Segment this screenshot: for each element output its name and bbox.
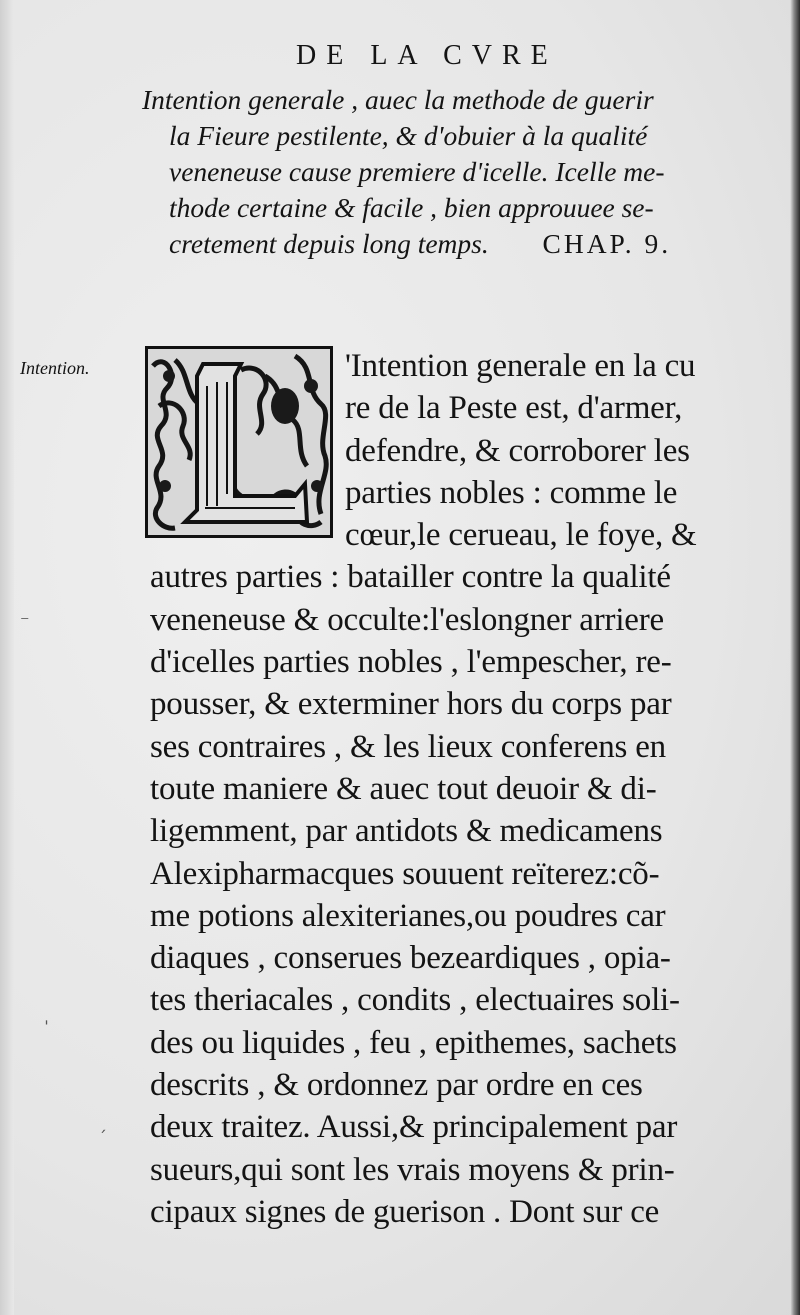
text-line: cœur,le cerueau, le foye, &	[345, 517, 697, 554]
running-head: DE LA CVRE	[296, 40, 558, 71]
text-line: pousser, & exterminer hors du corps par	[150, 686, 672, 723]
text-line: des ou liquides , feu , epithemes, sachets	[150, 1024, 677, 1061]
title-line-1: Intention generale , auec la methode de guerir	[142, 84, 654, 115]
text-line: descrits , & ordonnez par ordre en ces	[150, 1067, 643, 1104]
text-line: sueurs,qui sont les vrais moyens & prin-	[150, 1151, 675, 1188]
text-line: parties nobles : comme le	[345, 474, 678, 511]
text-line: veneneuse & occulte:l'eslongner arriere	[150, 601, 664, 638]
text-line: cipaux signes de guerison . Dont sur ce	[150, 1193, 660, 1230]
chapter-title	[142, 82, 772, 262]
text-line: ligemment, par antidots & medicamens	[150, 813, 663, 850]
ink-speck: ˈ	[44, 1018, 49, 1039]
text-line: re de la Peste est, d'armer,	[345, 390, 683, 427]
text-line: d'icelles parties nobles , l'empescher, re-	[150, 644, 672, 681]
page-gutter-shadow	[0, 0, 14, 1315]
text-line: tes theriacales , condits , electuaires soli-	[150, 982, 680, 1019]
text-line: Alexipharmacques souuent reïterez:cõ-	[150, 855, 660, 892]
ink-speck: ⁻	[20, 612, 30, 633]
title-line-2: la Fieure pestilente, & d'obuier à la qualité	[169, 120, 648, 151]
text-line: diaques , conserues bezeardiques , opia-	[150, 940, 671, 977]
main-text	[150, 345, 790, 1233]
page-edge-shadow	[790, 0, 800, 1315]
title-line-5	[142, 226, 772, 262]
ink-speck: ˊ	[98, 1128, 107, 1149]
title-line-3: veneneuse cause premiere d'icelle. Icelle me-	[169, 156, 665, 187]
text-line: autres parties : batailler contre la qualité	[150, 559, 671, 596]
title-line-5-text: cretement depuis long temps.	[169, 228, 489, 259]
chapter-number: CHAP. 9.	[542, 228, 672, 259]
text-line: defendre, & corroborer les	[345, 432, 690, 469]
title-line-4: thode certaine & facile , bien approuuee se-	[169, 192, 654, 223]
text-line: ses contraires , & les lieux conferens en	[150, 728, 666, 765]
text-line: me potions alexiterianes,ou poudres car	[150, 897, 666, 934]
text-line: toute maniere & auec tout deuoir & di-	[150, 770, 657, 807]
margin-note: Intention.	[20, 358, 90, 378]
text-line: deux traitez. Aussi,& principalement par	[150, 1109, 678, 1146]
text-line: 'Intention generale en la cu	[345, 348, 696, 384]
